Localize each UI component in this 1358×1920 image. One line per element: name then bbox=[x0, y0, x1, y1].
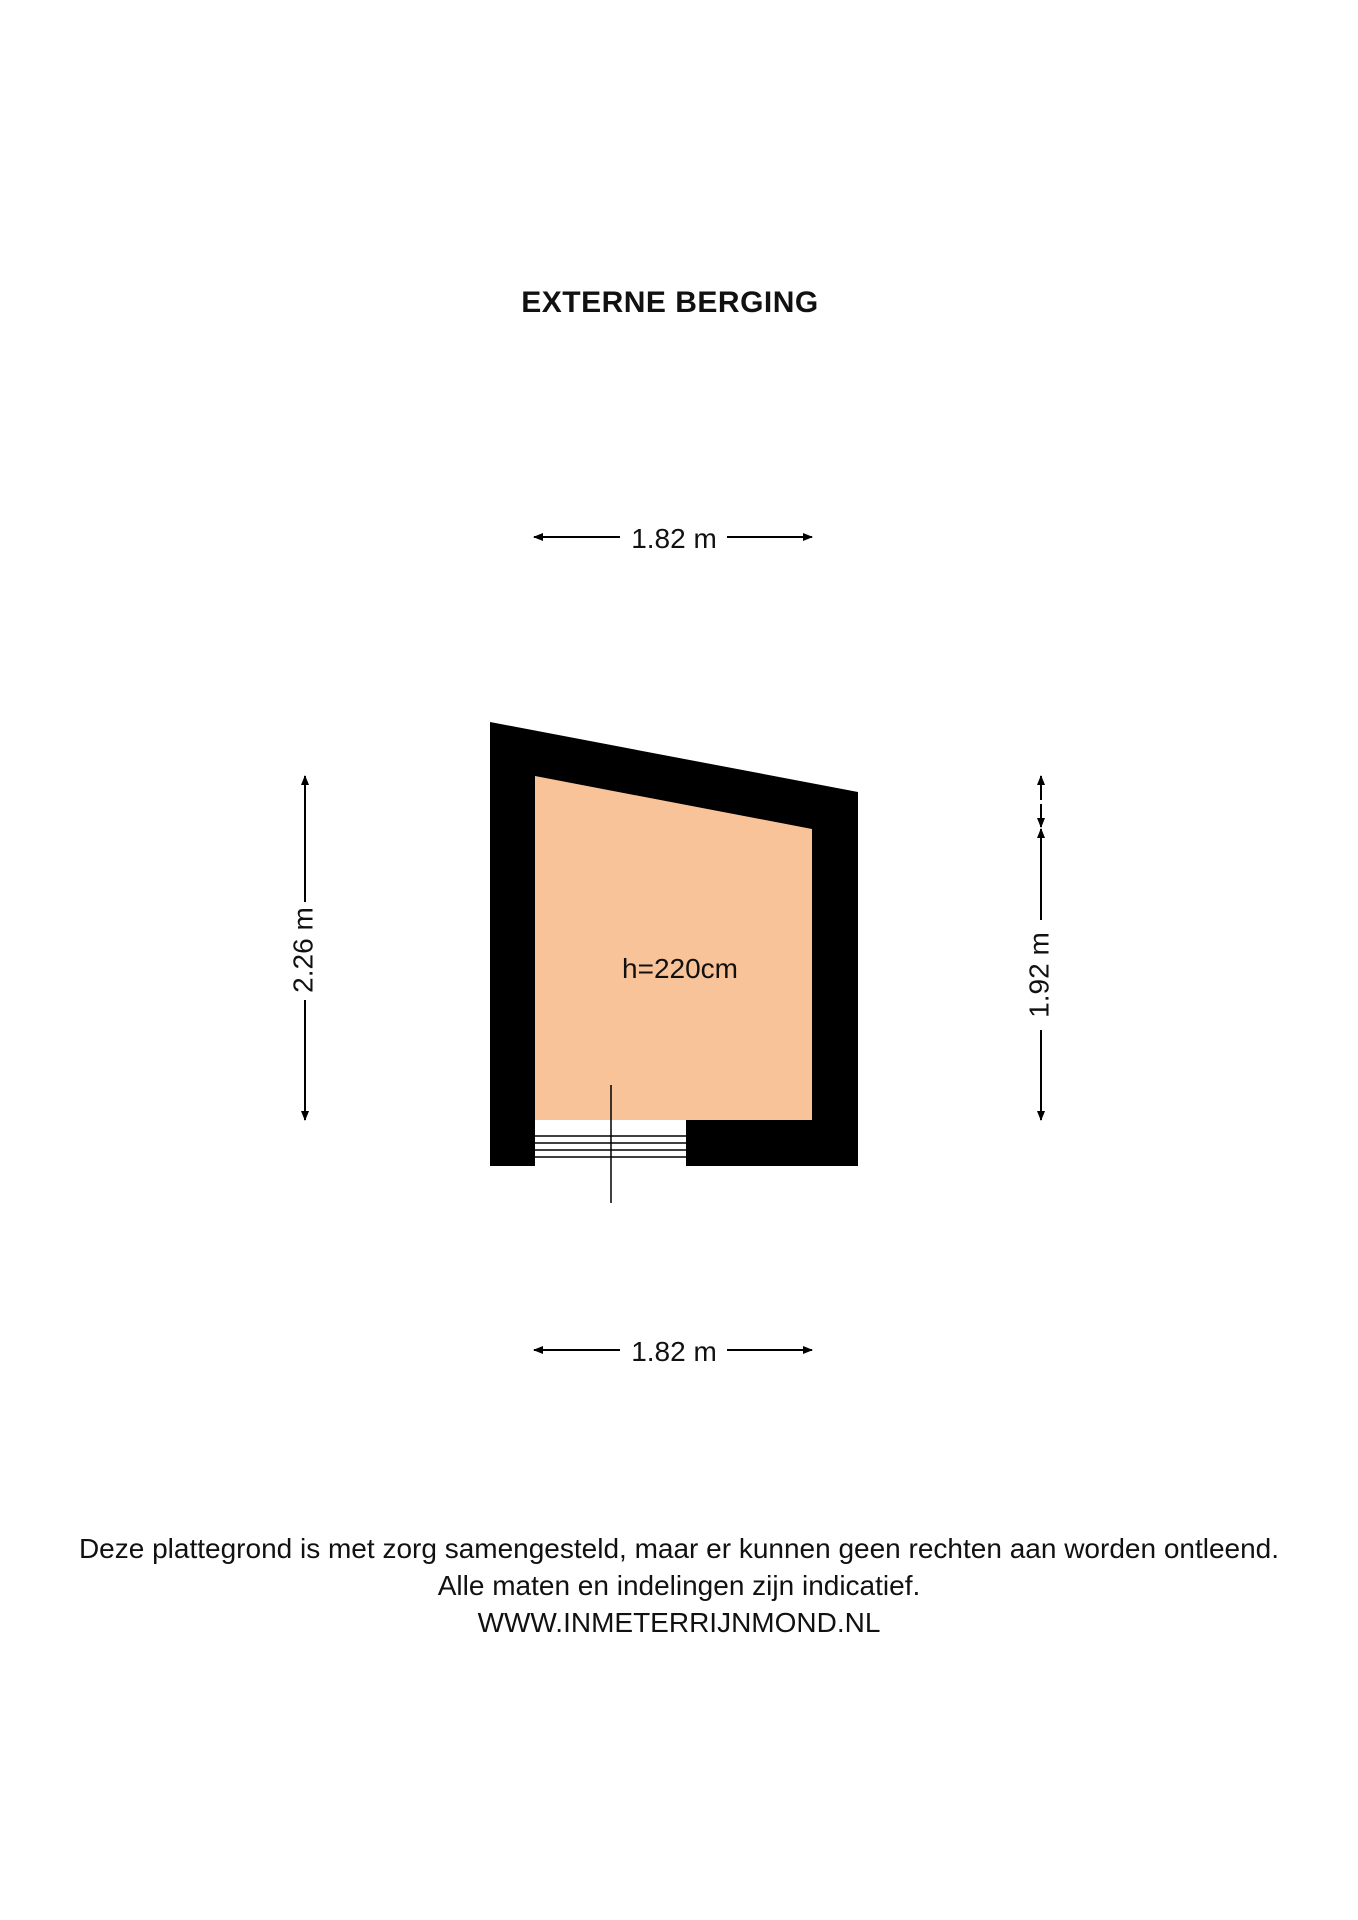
room-floor bbox=[535, 776, 812, 1120]
dimension-bottom bbox=[534, 1336, 812, 1367]
room-height-label: h=220cm bbox=[622, 953, 738, 984]
dimension-top bbox=[534, 523, 812, 554]
website-url: WWW.INMETERRIJNMOND.NL bbox=[477, 1607, 881, 1638]
dimension-bottom-label: 1.82 m bbox=[631, 1336, 717, 1367]
plan-title: EXTERNE BERGING bbox=[521, 286, 819, 319]
dimension-top-label: 1.82 m bbox=[631, 523, 717, 554]
disclaimer bbox=[0, 1530, 1358, 1641]
dimension-left bbox=[287, 776, 318, 1120]
disclaimer-line-1: Deze plattegrond is met zorg samengesteld, maar er kunnen geen rechten aan worden ontleend. bbox=[78, 1533, 1280, 1564]
dimension-right-label: 1.92 m bbox=[1023, 932, 1055, 1018]
dimension-left-label: 2.26 m bbox=[287, 907, 319, 993]
dimension-right bbox=[1023, 776, 1054, 1120]
disclaimer-line-2: Alle maten en indelingen zijn indicatief. bbox=[437, 1570, 921, 1601]
